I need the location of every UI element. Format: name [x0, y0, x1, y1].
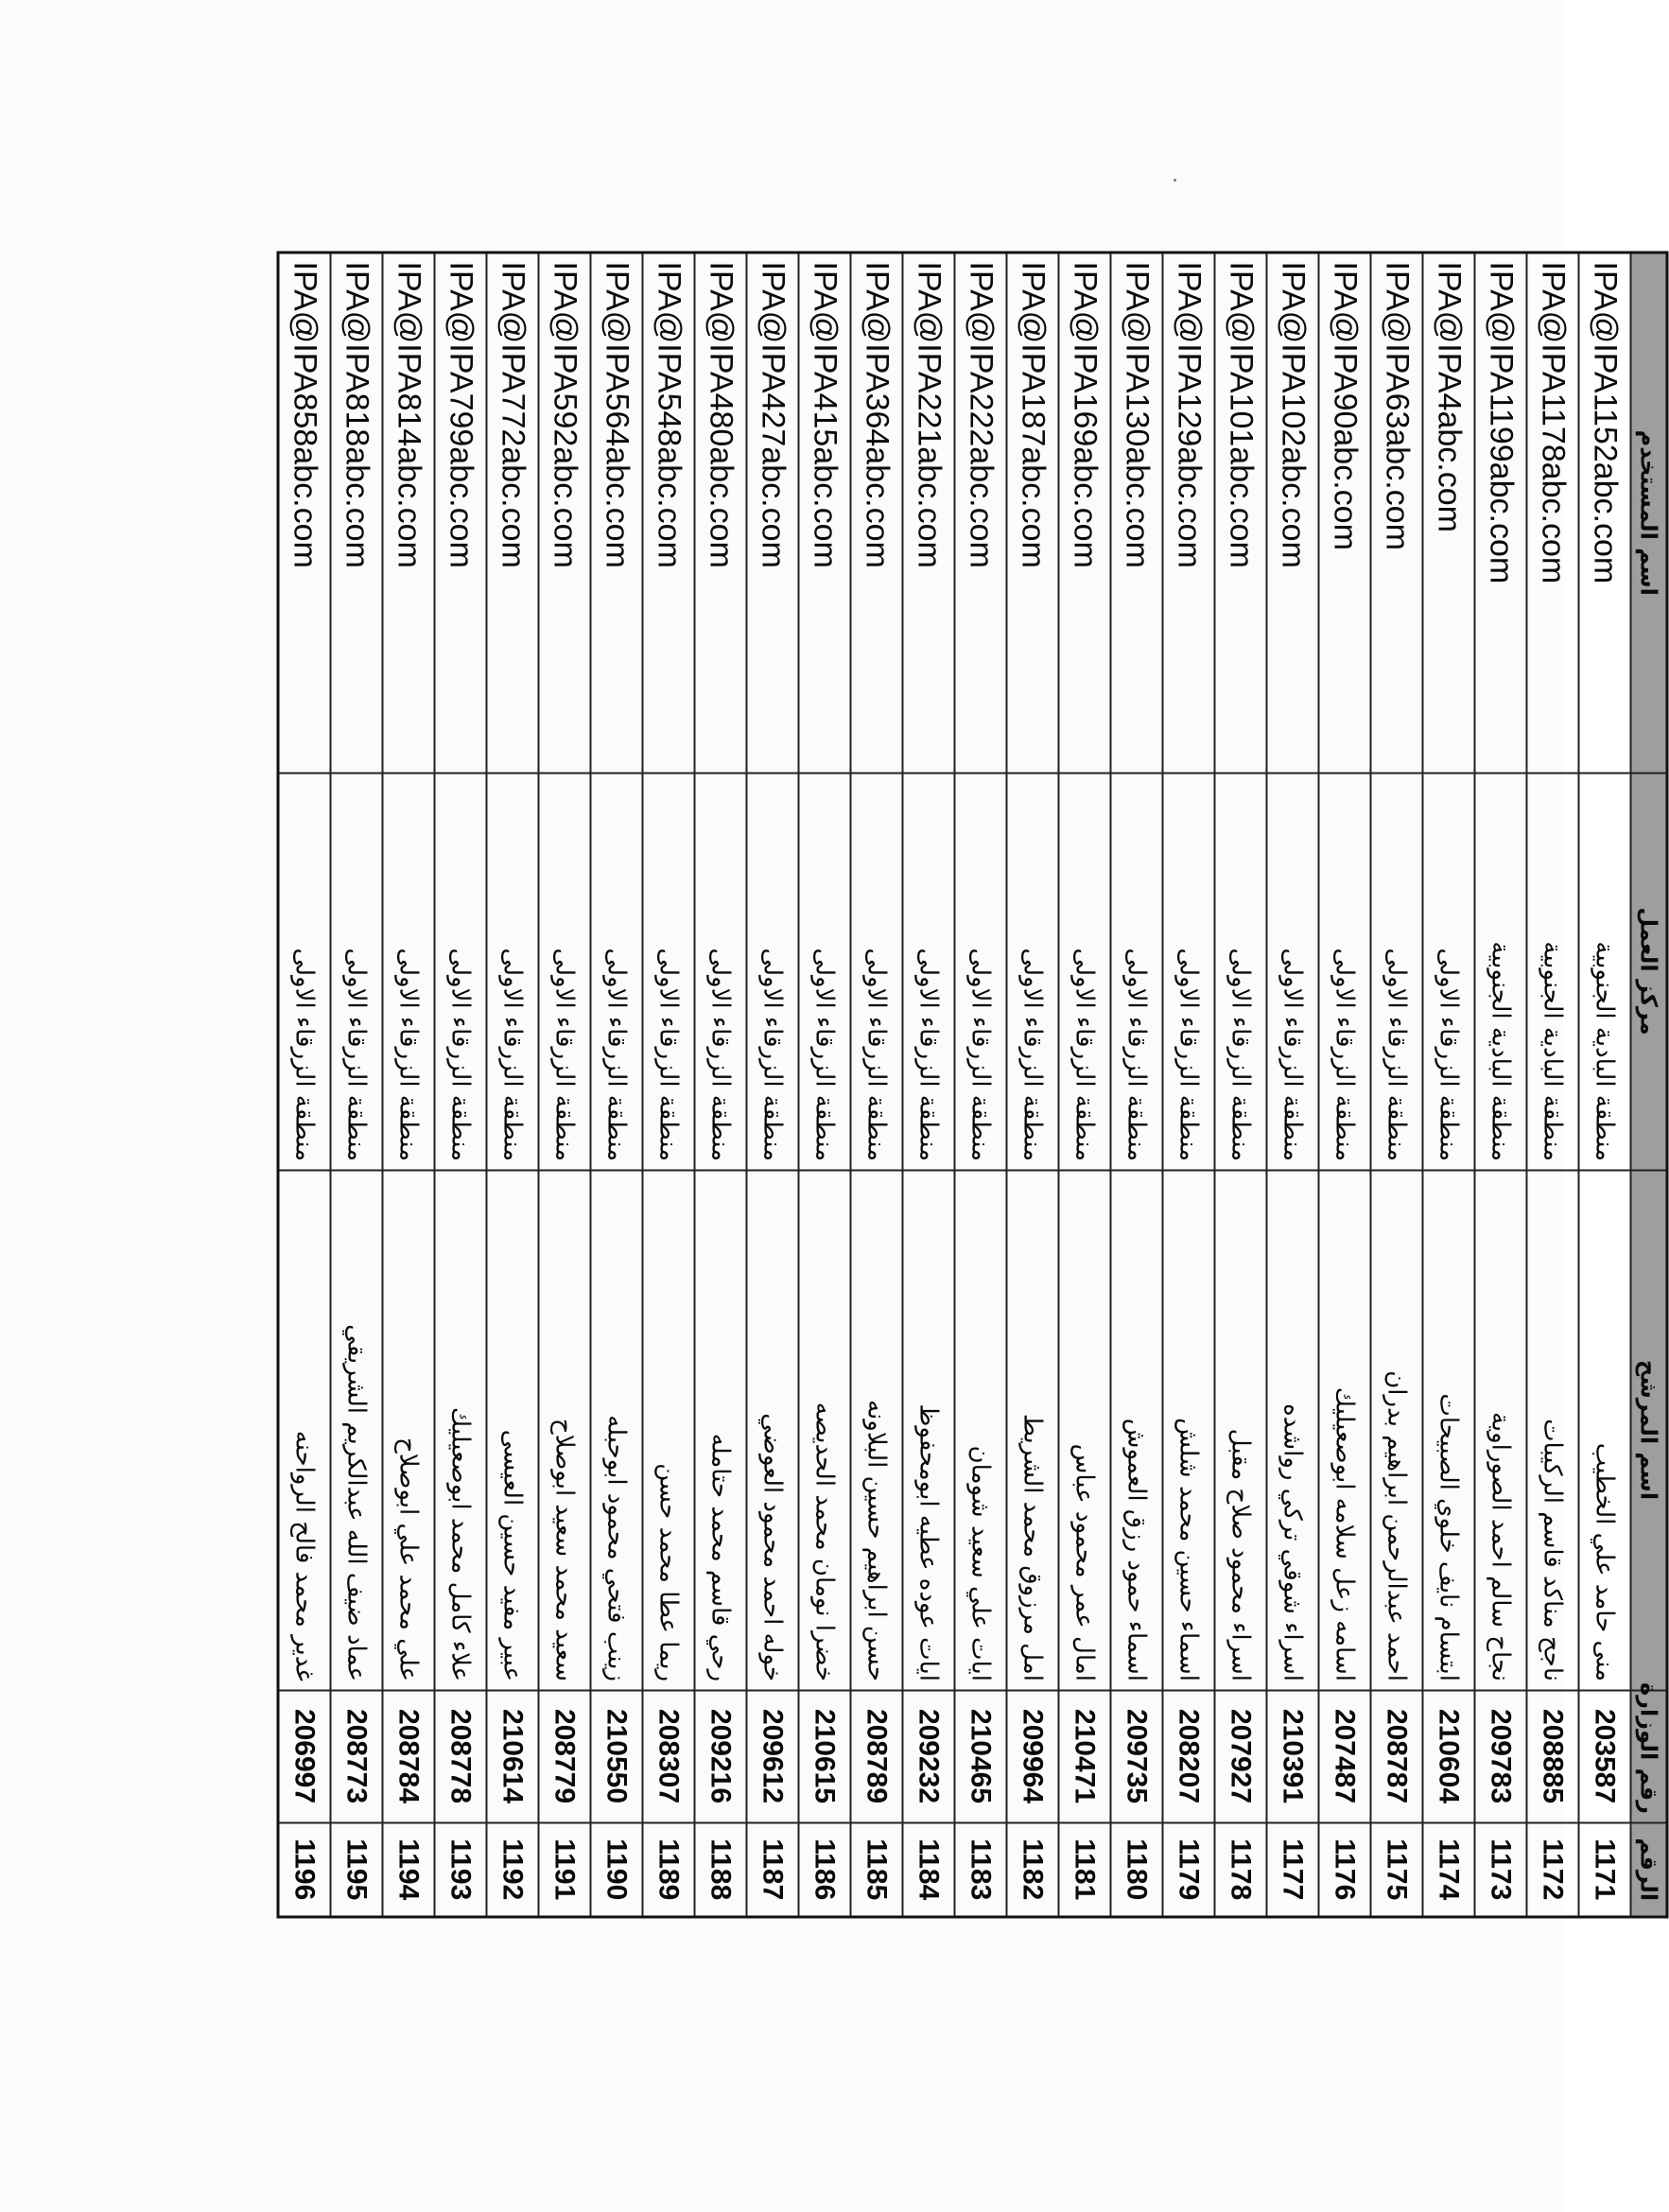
table-row	[1475, 253, 1527, 1917]
cell-id: 1194	[383, 1822, 435, 1917]
cell-work-center: منطقة البادية الجنوبية	[1579, 773, 1631, 1170]
table-body	[278, 253, 1631, 1917]
cell-id: 1176	[1319, 1822, 1371, 1917]
cell-id: 1186	[799, 1822, 851, 1917]
cell-candidate-name: عماد ضيف الله عبدالكريم الشريقي	[331, 1170, 383, 1690]
cell-id: 1180	[1111, 1822, 1163, 1917]
cell-ministry-no: 203587	[1579, 1690, 1631, 1822]
cell-username: IPA@IPA814abc.com	[383, 253, 435, 773]
table-row	[1059, 253, 1111, 1917]
cell-id: 1171	[1579, 1822, 1631, 1917]
cell-username: IPA@IPA1178abc.com	[1527, 253, 1579, 773]
table-row	[1527, 253, 1579, 1917]
cell-candidate-name: امل مرزوق محمد الشريط	[1007, 1170, 1059, 1690]
cell-ministry-no: 208885	[1527, 1690, 1579, 1822]
cell-ministry-no: 210550	[591, 1690, 643, 1822]
table-row	[1319, 253, 1371, 1917]
cell-ministry-no: 210604	[1423, 1690, 1475, 1822]
cell-id: 1185	[851, 1822, 903, 1917]
cell-ministry-no: 207487	[1319, 1690, 1371, 1822]
table-row	[799, 253, 851, 1917]
cell-candidate-name: اسماء حسين محمد شلش	[1163, 1170, 1215, 1690]
table-container	[287, 252, 1669, 1916]
cell-candidate-name: رحي قاسم محمد حتامله	[695, 1170, 747, 1690]
cell-work-center: منطقة الزرقاء الاولى	[799, 773, 851, 1170]
cell-id: 1191	[539, 1822, 591, 1917]
cell-ministry-no: 209783	[1475, 1690, 1527, 1822]
cell-ministry-no: 208784	[383, 1690, 435, 1822]
header-work-center: مركز العمل	[1631, 773, 1668, 1170]
cell-id: 1172	[1527, 1822, 1579, 1917]
cell-id: 1175	[1371, 1822, 1423, 1917]
cell-ministry-no: 209964	[1007, 1690, 1059, 1822]
cell-username: IPA@IPA221abc.com	[903, 253, 955, 773]
table-row	[955, 253, 1007, 1917]
cell-id: 1188	[695, 1822, 747, 1917]
cell-work-center: منطقة الزرقاء الاولى	[643, 773, 695, 1170]
cell-username: IPA@IPA4abc.com	[1423, 253, 1475, 773]
cell-work-center: منطقة الزرقاء الاولى	[1111, 773, 1163, 1170]
cell-candidate-name: ناجح مناكد قاسم الركيبات	[1527, 1170, 1579, 1690]
cell-ministry-no: 208787	[1371, 1690, 1423, 1822]
table-row	[695, 253, 747, 1917]
cell-candidate-name: اسماء حمود رزق العموش	[1111, 1170, 1163, 1690]
cell-username: IPA@IPA169abc.com	[1059, 253, 1111, 773]
table-row	[1267, 253, 1319, 1917]
cell-work-center: منطقة البادية الجنوبية	[1527, 773, 1579, 1170]
cell-work-center: منطقة الزرقاء الاولى	[1215, 773, 1267, 1170]
cell-candidate-name: ريما عطا محمد حسن	[643, 1170, 695, 1690]
cell-work-center: منطقة الزرقاء الاولى	[1059, 773, 1111, 1170]
cell-candidate-name: ابتسام نايف خلوي الصبيحات	[1423, 1170, 1475, 1690]
cell-candidate-name: حسن ابراهيم حسين البلاونه	[851, 1170, 903, 1690]
cell-work-center: منطقة الزرقاء الاولى	[487, 773, 539, 1170]
cell-candidate-name: ايات علي سعيد شومان	[955, 1170, 1007, 1690]
cell-ministry-no: 208778	[435, 1690, 487, 1822]
cell-username: IPA@IPA364abc.com	[851, 253, 903, 773]
cell-work-center: منطقة البادية الجنوبية	[1475, 773, 1527, 1170]
cell-id: 1173	[1475, 1822, 1527, 1917]
cell-username: IPA@IPA129abc.com	[1163, 253, 1215, 773]
cell-candidate-name: خضرا نومان محمد الحديصه	[799, 1170, 851, 1690]
cell-candidate-name: اسراء شوقي تركي رواشده	[1267, 1170, 1319, 1690]
cell-username: IPA@IPA415abc.com	[799, 253, 851, 773]
cell-ministry-no: 209216	[695, 1690, 747, 1822]
cell-candidate-name: زينب فتحي محمود ابوحبله	[591, 1170, 643, 1690]
table-row	[1007, 253, 1059, 1917]
cell-id: 1195	[331, 1822, 383, 1917]
cell-id: 1187	[747, 1822, 799, 1917]
cell-candidate-name: علاء كامل محمد ابوصعيليك	[435, 1170, 487, 1690]
table-row	[1579, 253, 1631, 1917]
cell-ministry-no: 210614	[487, 1690, 539, 1822]
cell-id: 1181	[1059, 1822, 1111, 1917]
cell-ministry-no: 208307	[643, 1690, 695, 1822]
cell-candidate-name: غدير محمد فالح الرواحنه	[278, 1170, 331, 1690]
table-row	[1163, 253, 1215, 1917]
table-row	[1423, 253, 1475, 1917]
cell-id: 1179	[1163, 1822, 1215, 1917]
cell-username: IPA@IPA187abc.com	[1007, 253, 1059, 773]
cell-ministry-no: 208779	[539, 1690, 591, 1822]
cell-username: IPA@IPA427abc.com	[747, 253, 799, 773]
cell-work-center: منطقة الزرقاء الاولى	[955, 773, 1007, 1170]
cell-work-center: منطقة الزرقاء الاولى	[1267, 773, 1319, 1170]
cell-ministry-no: 207927	[1215, 1690, 1267, 1822]
cell-candidate-name: اسراء محمود صلاح مقبل	[1215, 1170, 1267, 1690]
cell-id: 1184	[903, 1822, 955, 1917]
cell-candidate-name: ايات عوده عطيه ابومحفوظ	[903, 1170, 955, 1690]
cell-candidate-name: امال عمر محمود عباس	[1059, 1170, 1111, 1690]
table-row	[903, 253, 955, 1917]
table-row	[278, 253, 331, 1917]
cell-id: 1189	[643, 1822, 695, 1917]
table-row	[747, 253, 799, 1917]
cell-work-center: منطقة الزرقاء الاولى	[331, 773, 383, 1170]
cell-username: IPA@IPA818abc.com	[331, 253, 383, 773]
cell-work-center: منطقة الزرقاء الاولى	[695, 773, 747, 1170]
cell-work-center: منطقة الزرقاء الاولى	[435, 773, 487, 1170]
cell-id: 1182	[1007, 1822, 1059, 1917]
table-header-row	[1631, 253, 1668, 1917]
cell-id: 1190	[591, 1822, 643, 1917]
cell-username: IPA@IPA564abc.com	[591, 253, 643, 773]
cell-id: 1177	[1267, 1822, 1319, 1917]
cell-work-center: منطقة الزرقاء الاولى	[747, 773, 799, 1170]
table-row	[1215, 253, 1267, 1917]
cell-username: IPA@IPA101abc.com	[1215, 253, 1267, 773]
cell-work-center: منطقة الزرقاء الاولى	[591, 773, 643, 1170]
table-row	[851, 253, 903, 1917]
cell-ministry-no: 208789	[851, 1690, 903, 1822]
cell-ministry-no: 210471	[1059, 1690, 1111, 1822]
header-id: الرقم	[1631, 1822, 1668, 1917]
header-ministry-no: رقم الوزارة	[1631, 1690, 1668, 1822]
cell-id: 1192	[487, 1822, 539, 1917]
cell-ministry-no: 206997	[278, 1690, 331, 1822]
table-row	[591, 253, 643, 1917]
scan-speck	[1174, 179, 1176, 182]
cell-username: IPA@IPA1152abc.com	[1579, 253, 1631, 773]
table-row	[331, 253, 383, 1917]
cell-username: IPA@IPA1199abc.com	[1475, 253, 1527, 773]
cell-id: 1196	[278, 1822, 331, 1917]
cell-username: IPA@IPA130abc.com	[1111, 253, 1163, 773]
cell-candidate-name: احمد عبدالرحمن ابراهيم بدران	[1371, 1170, 1423, 1690]
cell-username: IPA@IPA480abc.com	[695, 253, 747, 773]
cell-username: IPA@IPA90abc.com	[1319, 253, 1371, 773]
cell-ministry-no: 210615	[799, 1690, 851, 1822]
cell-ministry-no: 209232	[903, 1690, 955, 1822]
cell-candidate-name: اسامه زعل سلامه ابوصعيليك	[1319, 1170, 1371, 1690]
cell-work-center: منطقة الزرقاء الاولى	[1007, 773, 1059, 1170]
header-candidate-name: اسم المرشح	[1631, 1170, 1668, 1690]
cell-id: 1193	[435, 1822, 487, 1917]
cell-candidate-name: عبير مفيد حسين العيسى	[487, 1170, 539, 1690]
cell-candidate-name: سعيد محمد سعيد ابوصلاح	[539, 1170, 591, 1690]
cell-work-center: منطقة الزرقاء الاولى	[851, 773, 903, 1170]
cell-username: IPA@IPA102abc.com	[1267, 253, 1319, 773]
cell-ministry-no: 210391	[1267, 1690, 1319, 1822]
cell-ministry-no: 210465	[955, 1690, 1007, 1822]
table-row	[1371, 253, 1423, 1917]
cell-username: IPA@IPA63abc.com	[1371, 253, 1423, 773]
table-row	[487, 253, 539, 1917]
cell-ministry-no: 209735	[1111, 1690, 1163, 1822]
cell-username: IPA@IPA592abc.com	[539, 253, 591, 773]
table-row	[435, 253, 487, 1917]
cell-work-center: منطقة الزرقاء الاولى	[1163, 773, 1215, 1170]
cell-username: IPA@IPA548abc.com	[643, 253, 695, 773]
cell-work-center: منطقة الزرقاء الاولى	[539, 773, 591, 1170]
cell-username: IPA@IPA858abc.com	[278, 253, 331, 773]
cell-id: 1174	[1423, 1822, 1475, 1917]
cell-work-center: منطقة الزرقاء الاولى	[903, 773, 955, 1170]
cell-candidate-name: نجاح سالم احمد الصوراوية	[1475, 1170, 1527, 1690]
table-row	[383, 253, 435, 1917]
candidates-table	[277, 252, 1669, 1919]
cell-ministry-no: 209612	[747, 1690, 799, 1822]
cell-username: IPA@IPA772abc.com	[487, 253, 539, 773]
cell-username: IPA@IPA222abc.com	[955, 253, 1007, 773]
cell-id: 1183	[955, 1822, 1007, 1917]
cell-ministry-no: 208773	[331, 1690, 383, 1822]
cell-username: IPA@IPA799abc.com	[435, 253, 487, 773]
cell-work-center: منطقة الزرقاء الاولى	[1319, 773, 1371, 1170]
cell-work-center: منطقة الزرقاء الاولى	[383, 773, 435, 1170]
cell-work-center: منطقة الزرقاء الاولى	[1371, 773, 1423, 1170]
header-username: اسم المستخدم	[1631, 253, 1668, 773]
cell-candidate-name: خوله احمد محمود العوضي	[747, 1170, 799, 1690]
cell-id: 1178	[1215, 1822, 1267, 1917]
cell-candidate-name: منى حامد علي الخطيب	[1579, 1170, 1631, 1690]
cell-work-center: منطقة الزرقاء الاولى	[278, 773, 331, 1170]
cell-ministry-no: 208207	[1163, 1690, 1215, 1822]
table-row	[539, 253, 591, 1917]
cell-work-center: منطقة الزرقاء الاولى	[1423, 773, 1475, 1170]
table-row	[643, 253, 695, 1917]
cell-candidate-name: علي محمد علي ابوصلاح	[383, 1170, 435, 1690]
table-row	[1111, 253, 1163, 1917]
